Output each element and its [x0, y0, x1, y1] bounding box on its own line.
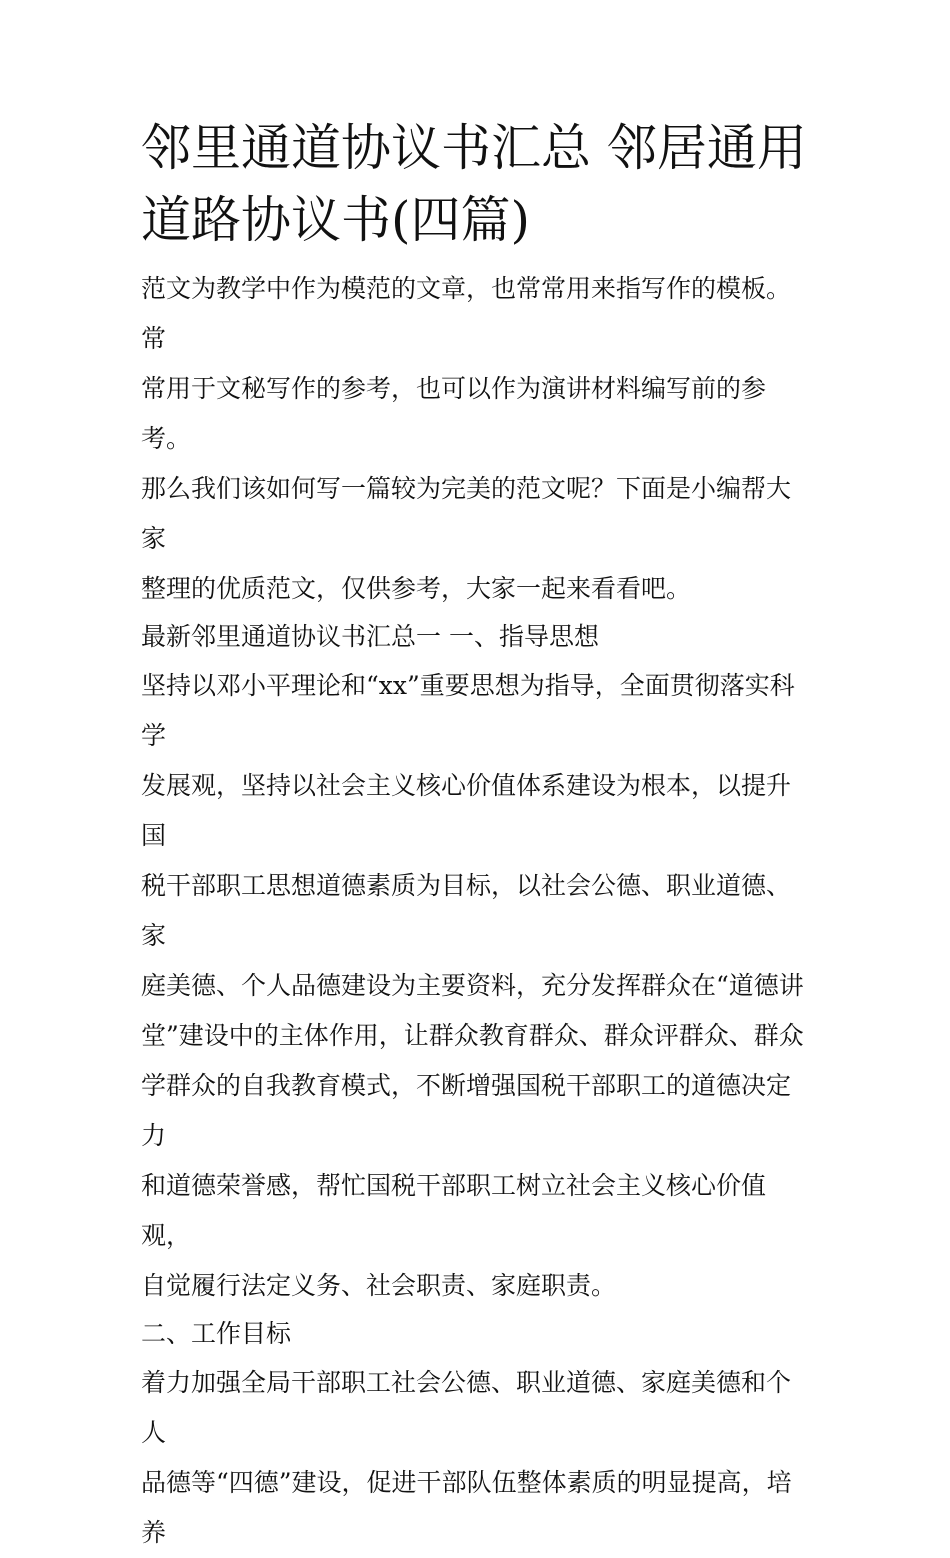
- guiding-thought-paragraph: [141, 661, 813, 1311]
- text-line: 税干部职工思想道德素质为目标，以社会公德、职业道德、家: [141, 871, 792, 950]
- text-line: 学群众的自我教育模式，不断增强国税干部职工的道德决定力: [141, 1071, 792, 1150]
- document-title: [141, 112, 813, 256]
- text-line: 品德等“四德”建设，促进干部队伍整体素质的明显提高，培养: [141, 1468, 792, 1547]
- section-heading: 最新邻里通道协议书汇总一 一、指导思想: [141, 622, 599, 651]
- document-body: [141, 264, 813, 1558]
- title-line: 邻里通道协议书汇总 邻居通用: [141, 119, 807, 177]
- text-line: 坚持以邓小平理论和“xx”重要思想为指导，全面贯彻落实科学: [141, 671, 795, 750]
- title-line: 道路协议书(四篇): [141, 191, 531, 249]
- section-heading: 二、工作目标: [141, 1319, 292, 1348]
- text-line: 和道德荣誉感，帮忙国税干部职工树立社会主义核心价值观，: [141, 1171, 767, 1250]
- text-line: 整理的优质范文，仅供参考，大家一起来看看吧。: [141, 574, 692, 603]
- text-line: 发展观，坚持以社会主义核心价值体系建设为根本，以提升国: [141, 771, 792, 850]
- document-page: [141, 112, 813, 1558]
- text-line: 堂”建设中的主体作用，让群众教育群众、群众评群众、群众: [141, 1021, 804, 1050]
- text-line: 着力加强全局干部职工社会公德、职业道德、家庭美德和个人: [141, 1368, 792, 1447]
- text-line: 自觉履行法定义务、社会职责、家庭职责。: [141, 1271, 617, 1300]
- text-line: 庭美德、个人品德建设为主要资料，充分发挥群众在“道德讲: [141, 971, 804, 1000]
- text-line: 范文为教学中作为模范的文章，也常常用来指写作的模板。常: [141, 274, 792, 353]
- work-goal-paragraph: [141, 1358, 813, 1558]
- intro-paragraph: [141, 264, 813, 614]
- text-line: 常用于文秘写作的参考，也可以作为演讲材料编写前的参考。: [141, 374, 767, 453]
- text-line: 那么我们该如何写一篇较为完美的范文呢？下面是小编帮大家: [141, 474, 792, 553]
